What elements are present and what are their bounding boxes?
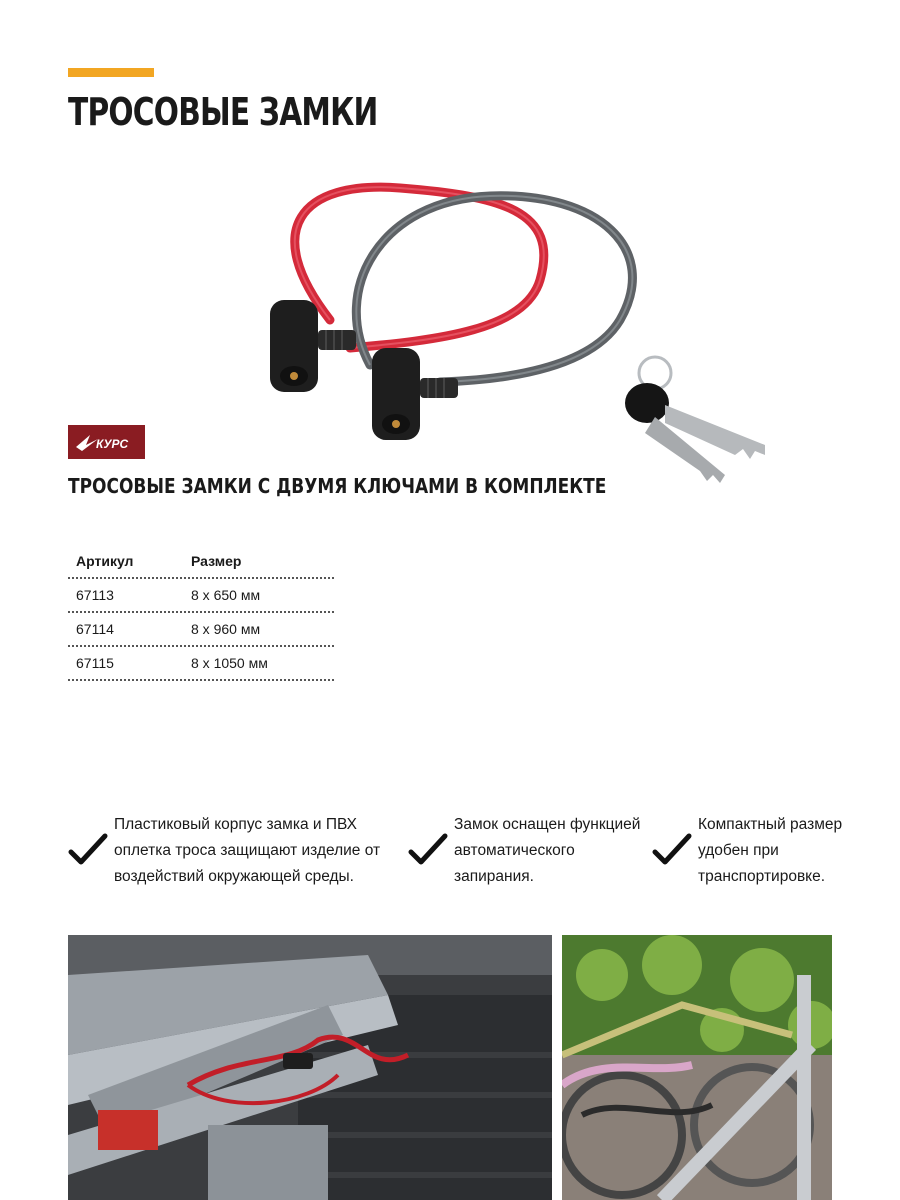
header-size: Размер [191, 553, 242, 569]
article-cell: 67113 [76, 587, 114, 603]
feature-text: Замок оснащен функцией автоматического запирания. [454, 816, 641, 885]
checkmark-icon [68, 830, 108, 870]
page-title: ТРОСОВЫЕ ЗАМКИ [68, 90, 378, 134]
title-accent-bar [68, 68, 154, 77]
spec-table [68, 545, 334, 681]
checkmark-icon [408, 830, 448, 870]
header-article: Артикул [76, 553, 134, 569]
product-subtitle: ТРОСОВЫЕ ЗАМКИ С ДВУМЯ КЛЮЧАМИ В КОМПЛЕКТЕ [68, 474, 607, 498]
usage-photo-bicycle [562, 935, 832, 1200]
feature-item [68, 812, 388, 890]
article-cell: 67115 [76, 655, 114, 671]
feature-text: Компактный размер удобен при транспортировке. [698, 816, 843, 885]
table-row [68, 579, 334, 613]
size-cell: 8 х 1050 мм [191, 655, 268, 671]
table-row [68, 613, 334, 647]
table-row [68, 647, 334, 681]
feature-item [408, 812, 648, 890]
brand-logo-text: КУРС [96, 437, 129, 451]
feature-text: Пластиковый корпус замка и ПВХ оплетка троса защищают изделие от воздействий окружающей среды. [114, 816, 381, 885]
spec-table-header [68, 545, 334, 579]
brand-logo [68, 425, 145, 459]
feature-item [652, 812, 852, 890]
article-cell: 67114 [76, 621, 114, 637]
product-photo [240, 170, 800, 500]
size-cell: 8 х 960 мм [191, 621, 261, 637]
checkmark-icon [652, 830, 692, 870]
usage-photo-truck [68, 935, 552, 1200]
size-cell: 8 х 650 мм [191, 587, 261, 603]
